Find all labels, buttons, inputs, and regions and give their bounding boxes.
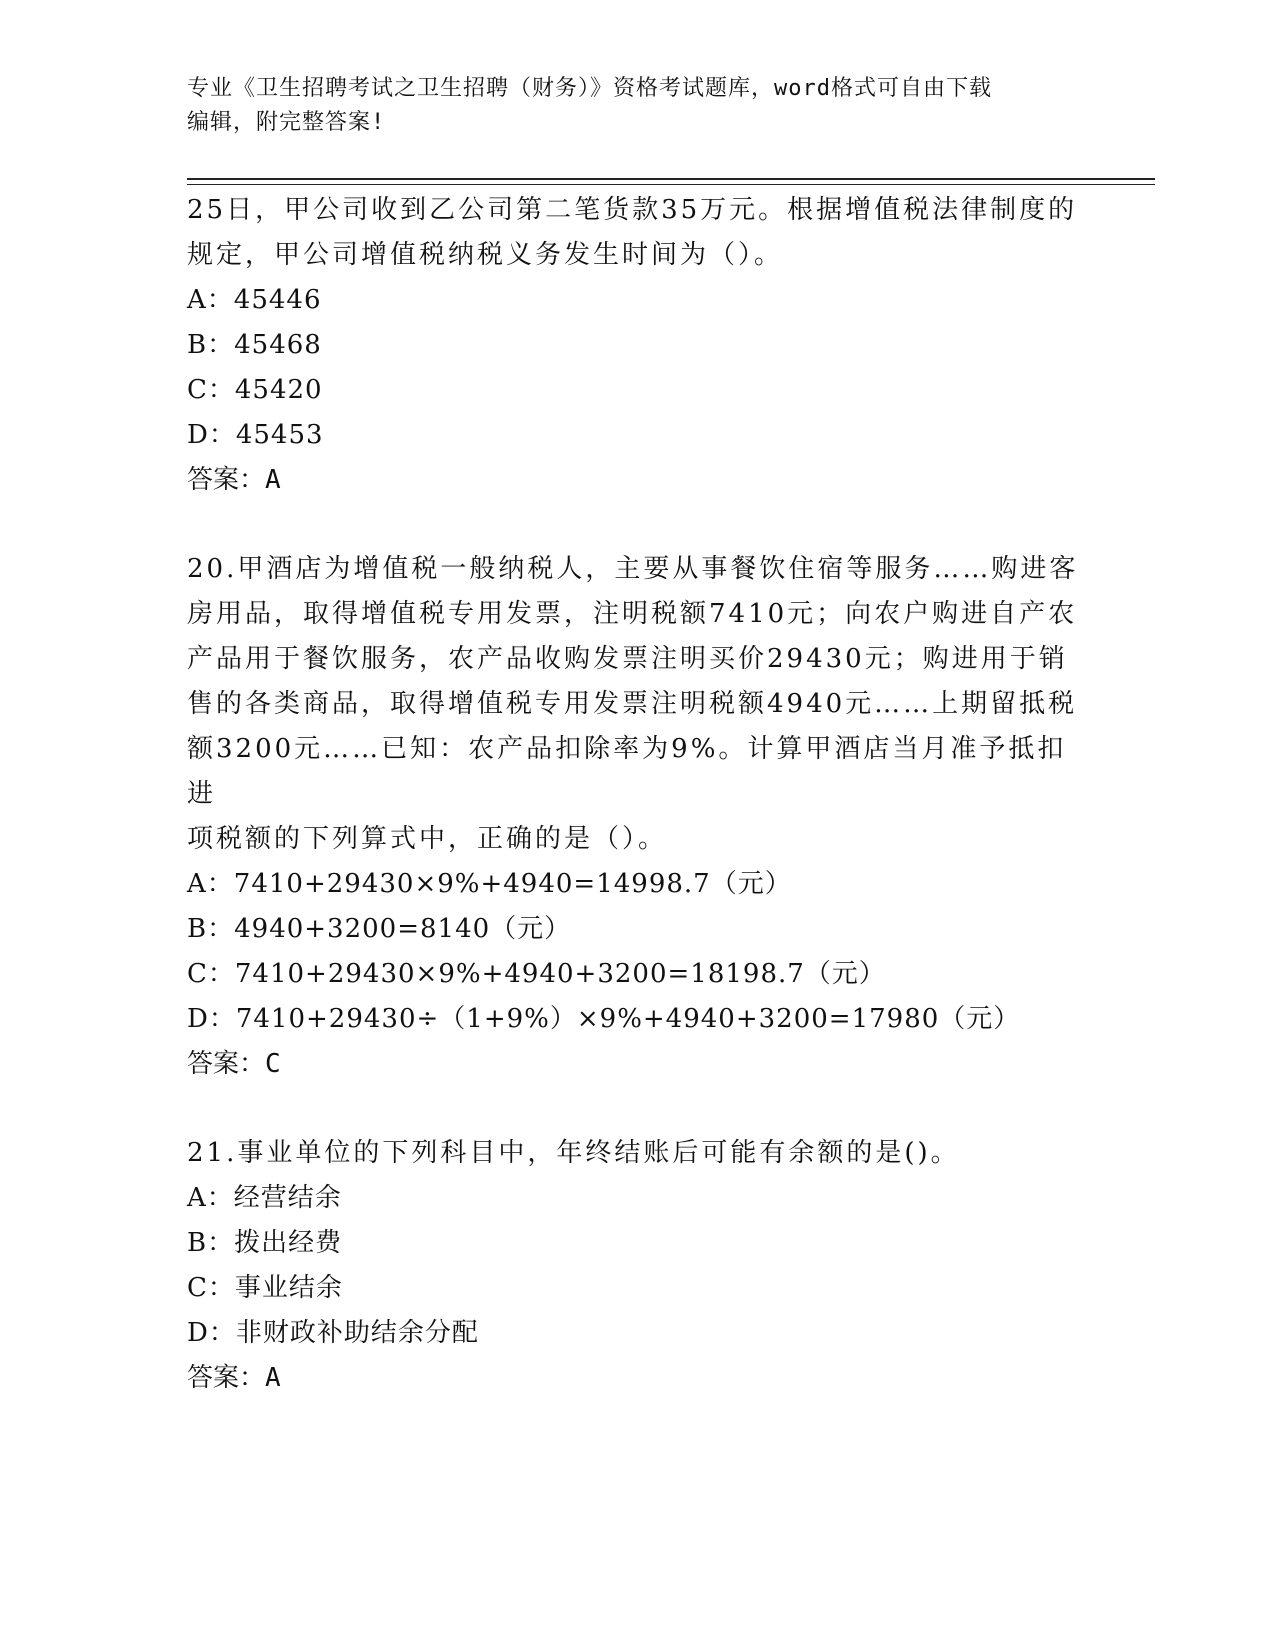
option-d: D：45453	[187, 420, 324, 450]
question-text-line: 房用品，取得增值税专用发票，注明税额7410元；向农户购进自产农	[187, 599, 1078, 629]
question-text-line: 额3200元……已知：农产品扣除率为9%。计算甲酒店当月准予抵扣进	[187, 734, 1067, 809]
header-line-2: 编辑，附完整答案!	[187, 110, 386, 135]
question-text-line: 产品用于餐饮服务，农产品收购发票注明买价29430元；购进用于销	[187, 644, 1068, 674]
document-header	[187, 72, 1087, 140]
question-text	[187, 547, 1087, 862]
question-text-line: 规定，甲公司增值税纳税义务发生时间为（）。	[187, 240, 784, 270]
option-d: D：7410+29430÷（1+9%）×9%+4940+3200=17980（元）	[187, 1004, 1021, 1034]
question-block	[187, 188, 1087, 503]
option-b: B：45468	[187, 330, 322, 360]
header-line-1: 专业《卫生招聘考试之卫生招聘（财务）》资格考试题库，word格式可自由下载	[187, 76, 992, 101]
option-c: C：7410+29430×9%+4940+3200=18198.7（元）	[187, 959, 886, 989]
question-text-line: 25日，甲公司收到乙公司第二笔货款35万元。根据增值税法律制度的	[187, 195, 1078, 225]
question-block	[187, 1131, 1087, 1401]
answer-line: 答案：A	[187, 465, 281, 495]
option-b: B：4940+3200=8140（元）	[187, 914, 572, 944]
answer-line: 答案：A	[187, 1363, 281, 1393]
question-text-line: 20.甲酒店为增值税一般纳税人，主要从事餐饮住宿等服务……购进客	[187, 554, 1079, 584]
header-divider-thin	[187, 184, 1155, 185]
option-c: C：45420	[187, 375, 323, 405]
question-spacer	[187, 503, 1087, 547]
question-block	[187, 547, 1087, 1087]
option-a: A：7410+29430×9%+4940=14998.7（元）	[187, 869, 792, 899]
question-spacer	[187, 1087, 1087, 1131]
option-a: A：经营结余	[187, 1183, 342, 1213]
header-divider-thick	[187, 178, 1155, 180]
answer-line: 答案：C	[187, 1049, 281, 1079]
question-text-line: 21.事业单位的下列科目中，年终结账后可能有余额的是()。	[187, 1138, 960, 1168]
question-list	[187, 188, 1087, 1401]
question-text	[187, 1131, 1087, 1176]
question-text-line: 售的各类商品，取得增值税专用发票注明税额4940元……上期留抵税	[187, 689, 1078, 719]
option-b: B：拨出经费	[187, 1228, 343, 1258]
option-d: D：非财政补助结余分配	[187, 1318, 479, 1348]
option-c: C：事业结余	[187, 1273, 343, 1303]
question-text	[187, 188, 1087, 278]
option-a: A：45446	[187, 285, 322, 315]
question-text-line: 项税额的下列算式中，正确的是（）。	[187, 824, 668, 854]
